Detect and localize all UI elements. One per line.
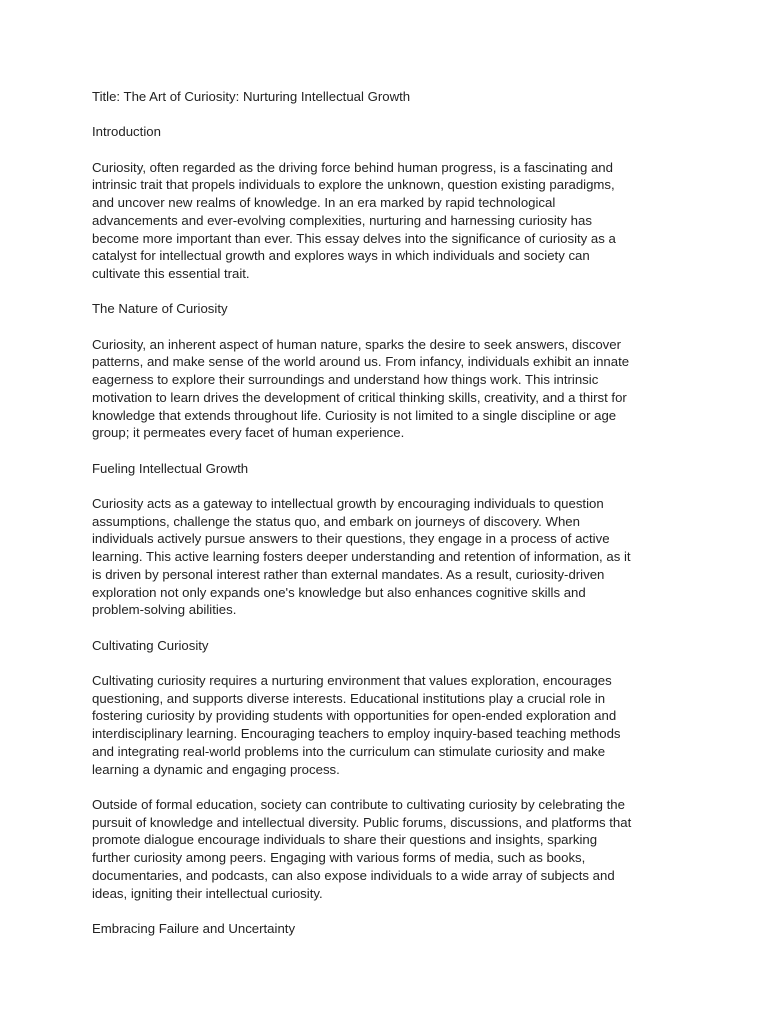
paragraph-line: fostering curiosity by providing students with opportunities for open-ended exploration and	[92, 708, 617, 724]
paragraph	[92, 796, 672, 902]
paragraph-line: problem-solving abilities.	[92, 602, 237, 618]
paragraph-line: learning a dynamic and engaging process.	[92, 761, 340, 777]
paragraph	[92, 672, 672, 778]
paragraph-line: Cultivating curiosity requires a nurturing environment that values exploration, encourages	[92, 673, 612, 689]
document-page	[92, 88, 672, 955]
paragraph-line: promote dialogue encourage individuals to share their questions and insights, sparking	[92, 832, 598, 848]
document-body	[92, 123, 672, 937]
paragraph-line: exploration not only expands one's knowledge but also enhances cognitive skills and	[92, 584, 586, 600]
paragraph-line: knowledge that extends throughout life. Curiosity is not limited to a single discipline or age	[92, 407, 617, 423]
paragraph-line: pursuit of knowledge and intellectual diversity. Public forums, discussions, and platforms that	[92, 814, 632, 830]
paragraph-line: ideas, igniting their intellectual curiosity.	[92, 885, 323, 901]
paragraph	[92, 336, 672, 442]
paragraph-line: interdisciplinary learning. Encouraging teachers to employ inquiry-based teaching methods	[92, 726, 621, 742]
section-heading: Introduction	[92, 124, 161, 140]
paragraph-line: assumptions, challenge the status quo, and embark on journeys of discovery. When	[92, 513, 580, 529]
section-heading: Fueling Intellectual Growth	[92, 460, 249, 476]
paragraph-line: individuals actively pursue answers to their questions, they engage in a process of active	[92, 531, 610, 547]
paragraph-line: further curiosity among peers. Engaging with various forms of media, such as books,	[92, 850, 586, 866]
paragraph-line: motivation to learn drives the development of critical thinking skills, creativity, and a thirst for	[92, 389, 627, 405]
paragraph-line: cultivate this essential trait.	[92, 266, 250, 281]
paragraph-line: and uncover new realms of knowledge. In an era marked by rapid technological	[92, 195, 556, 211]
section-heading: The Nature of Curiosity	[92, 301, 228, 317]
section-heading: Cultivating Curiosity	[92, 637, 209, 653]
paragraph-line: become more important than ever. This essay delves into the significance of curiosity as a	[92, 230, 616, 246]
paragraph-line: patterns, and make sense of the world around us. From infancy, individuals exhibit an innate	[92, 354, 630, 370]
paragraph-line: group; it permeates every facet of human experience.	[92, 425, 405, 441]
document-title: Title: The Art of Curiosity: Nurturing Intellectual Growth	[92, 89, 411, 104]
paragraph-line: catalyst for intellectual growth and explores ways in which individuals and society can	[92, 248, 590, 264]
paragraph-line: advancements and ever-evolving complexities, nurturing and harnessing curiosity has	[92, 212, 592, 228]
paragraph-line: is driven by personal interest rather than external mandates. As a result, curiosity-driven	[92, 566, 605, 582]
paragraph-line: learning. This active learning fosters deeper understanding and retention of information, as it	[92, 549, 631, 565]
paragraph	[92, 495, 672, 619]
paragraph	[92, 159, 672, 283]
paragraph-line: eagerness to explore their surroundings and understand how things work. This intrinsic	[92, 372, 599, 388]
section-heading: Embracing Failure and Uncertainty	[92, 920, 296, 936]
paragraph-line: Outside of formal education, society can contribute to cultivating curiosity by celebrating the	[92, 796, 625, 812]
paragraph-line: documentaries, and podcasts, can also expose individuals to a wide array of subjects and	[92, 867, 615, 883]
paragraph-line: Curiosity, an inherent aspect of human nature, sparks the desire to seek answers, discover	[92, 336, 621, 352]
paragraph-line: intrinsic trait that propels individuals to explore the unknown, question existing paradigms,	[92, 177, 615, 193]
paragraph-line: Curiosity, often regarded as the driving force behind human progress, is a fascinating and	[92, 159, 613, 175]
paragraph-line: questioning, and supports diverse interests. Educational institutions play a crucial role in	[92, 690, 606, 706]
paragraph-line: and integrating real-world problems into the curriculum can stimulate curiosity and make	[92, 743, 606, 759]
paragraph-line: Curiosity acts as a gateway to intellectual growth by encouraging individuals to question	[92, 496, 604, 512]
